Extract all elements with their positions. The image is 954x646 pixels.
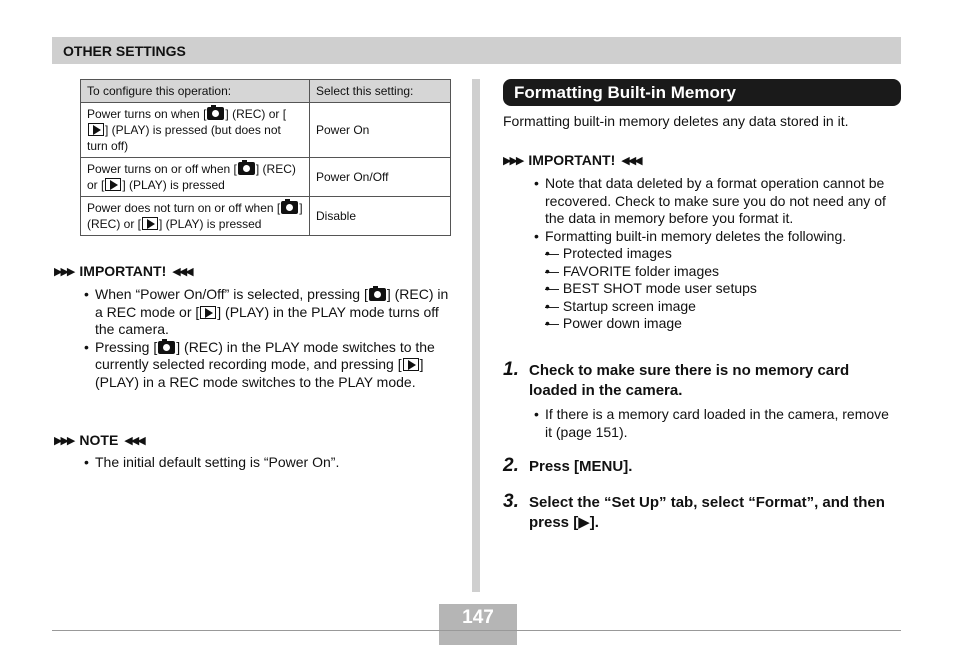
list-item: • Note that data deleted by a format operation cannot be recovered. Check to make sure you do not need any of the data in memory before you format it. (534, 175, 898, 228)
table-header-operation: To configure this operation: (81, 80, 310, 103)
note-list-left (84, 454, 454, 472)
deleted-item: • — Power down image (545, 315, 898, 333)
text-fragment: ] (PLAY) in the PLAY mode turns off the camera. (95, 303, 439, 337)
text-fragment: ] (REC) in the PLAY mode switches to the currently selected recording mode, and pressing [ (95, 338, 435, 372)
text-fragment: ] (PLAY) is pressed (but does not turn off) (87, 123, 281, 153)
deleted-item: • — BEST SHOT mode user setups (545, 280, 898, 298)
step-number: 2. (503, 455, 519, 476)
chevron-left-icon: ◀◀◀ (124, 434, 144, 447)
deleted-items-list (545, 245, 898, 333)
table-row (81, 103, 451, 158)
text-fragment: ] (REC) or [ (225, 107, 287, 121)
step-number: 1. (503, 359, 519, 380)
table-cell-setting: Disable (310, 197, 451, 236)
step-number: 3. (503, 491, 519, 512)
camera-icon (369, 288, 386, 301)
list-item: • If there is a memory card loaded in the camera, remove it (page 151). (534, 406, 898, 441)
table-row (81, 158, 451, 197)
text-fragment: ] (REC) or [ (87, 162, 296, 192)
table-cell-operation (81, 103, 310, 158)
camera-icon (238, 162, 255, 175)
important-heading-right (503, 152, 641, 168)
page-number-box (439, 604, 517, 630)
section-title: Formatting Built-in Memory (514, 83, 736, 102)
column-divider (472, 79, 480, 592)
play-icon (200, 306, 216, 319)
table-row (81, 197, 451, 236)
camera-icon (281, 201, 298, 214)
section-title-bar (503, 79, 901, 106)
table-cell-operation (81, 158, 310, 197)
play-icon (88, 123, 104, 136)
deleted-item: • — FAVORITE folder images (545, 263, 898, 281)
note-heading-left (54, 432, 144, 448)
text-fragment: Power does not turn on or off when [ (87, 201, 281, 215)
text-fragment: Power turns on or off when [ (87, 162, 237, 176)
chevron-right-icon: ▶▶▶ (54, 434, 74, 447)
chevron-left-icon: ◀◀◀ (621, 154, 641, 167)
list-item (84, 286, 454, 339)
step-text: Press [MENU]. (529, 458, 633, 475)
important-list-right (534, 175, 898, 333)
table-header-setting: Select this setting: (310, 80, 451, 103)
list-item: • The initial default setting is “Power On”. (84, 454, 454, 472)
text-fragment: ] (REC) or [ (87, 201, 303, 231)
deleted-item: • — Protected images (545, 245, 898, 263)
page-number-box-lower (439, 631, 517, 645)
camera-icon (207, 107, 224, 120)
table-cell-setting: Power On/Off (310, 158, 451, 197)
text-fragment: When “Power On/Off” is selected, pressing [ (95, 286, 368, 302)
important-heading-left (54, 263, 192, 279)
chevron-right-icon: ▶▶▶ (54, 265, 74, 278)
text-fragment: ] (PLAY) in a REC mode switches to the PLAY mode. (95, 356, 424, 390)
play-icon (105, 178, 121, 191)
list-item (84, 339, 454, 392)
important-label: IMPORTANT! (528, 152, 616, 168)
step-text: Check to make sure there is no memory card loaded in the camera. (529, 362, 850, 399)
section-intro: Formatting built-in memory deletes any data stored in it. (503, 113, 849, 129)
text-fragment: ] (PLAY) is pressed (159, 217, 262, 231)
text-fragment: ] (REC) in a REC mode or [ (95, 286, 449, 320)
table-cell-setting: Power On (310, 103, 451, 158)
important-label: IMPORTANT! (79, 263, 167, 279)
play-icon (403, 358, 419, 371)
note-label: NOTE (79, 432, 119, 448)
header-title: OTHER SETTINGS (63, 43, 186, 59)
step-text: Select the “Set Up” tab, select “Format”, and then press [▶]. (529, 494, 885, 531)
deleted-item: • — Startup screen image (545, 298, 898, 316)
camera-icon (158, 341, 175, 354)
table-cell-operation (81, 197, 310, 236)
step-sub-list (534, 406, 898, 441)
chevron-left-icon: ◀◀◀ (172, 265, 192, 278)
text-fragment: ] (PLAY) is pressed (122, 178, 225, 192)
text-fragment: Pressing [ (95, 338, 158, 355)
header-bar (52, 37, 901, 64)
table-header-row (81, 80, 451, 103)
text-fragment: Power turns on when [ (87, 107, 207, 121)
play-icon (142, 217, 158, 230)
chevron-right-icon: ▶▶▶ (503, 154, 523, 167)
settings-table (80, 79, 451, 236)
important-list-left (84, 286, 454, 391)
list-item (534, 228, 898, 333)
text-fragment: Formatting built-in memory deletes the following. (545, 227, 847, 244)
page-number: 147 (462, 607, 494, 628)
